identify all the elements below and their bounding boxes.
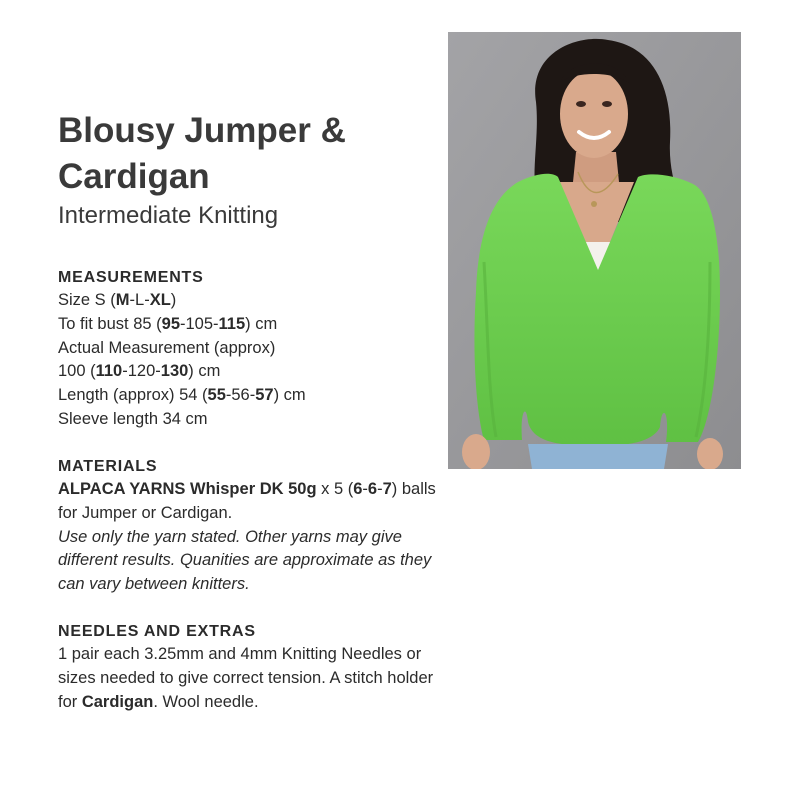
yarn-note-line-1: Use only the yarn stated. Other yarns may give <box>58 527 402 546</box>
measurements-heading: MEASUREMENTS <box>58 269 204 286</box>
right-hand <box>697 438 723 469</box>
materials-section <box>58 456 436 597</box>
yarn-line: ALPACA YARNS Whisper DK 50g x 5 (6-6-7) balls <box>58 480 436 498</box>
needles-section <box>58 621 433 714</box>
yarn-use-line: for Jumper or Cardigan. <box>58 503 233 522</box>
yarn-brand: ALPACA YARNS Whisper DK 50g <box>58 480 317 498</box>
face <box>560 70 628 158</box>
actual-measurement-line: 100 (110-120-130) cm <box>58 362 221 381</box>
measurements-section <box>58 267 306 432</box>
left-hand <box>462 434 490 469</box>
needles-line-3: for Cardigan. Wool needle. <box>58 692 259 711</box>
jeans <box>528 444 668 469</box>
yarn-note-line-3: can vary between knitters. <box>58 575 250 594</box>
actual-measurement-label: Actual Measurement (approx) <box>58 338 276 357</box>
needles-line-1: 1 pair each 3.25mm and 4mm Knitting Needles or <box>58 645 422 663</box>
size-line: Size S (M-L-XL) <box>58 291 177 309</box>
model-illustration <box>448 32 741 469</box>
pattern-subtitle: Intermediate Knitting <box>58 202 279 229</box>
model-photo <box>448 32 741 469</box>
pattern-title-line-1: Blousy Jumper & <box>58 111 346 150</box>
yarn-note-line-2: different results. Quanities are approximate as they <box>58 551 432 570</box>
pattern-title <box>58 108 438 200</box>
needles-line-2: sizes needed to give correct tension. A stitch holder <box>58 668 434 687</box>
sleeve-line: Sleeve length 34 cm <box>58 409 208 428</box>
pattern-title-line-2: Cardigan <box>58 157 210 196</box>
materials-heading: MATERIALS <box>58 458 158 475</box>
length-line: Length (approx) 54 (55-56-57) cm <box>58 386 306 405</box>
needles-heading: NEEDLES AND EXTRAS <box>58 623 256 640</box>
bust-line: To fit bust 85 (95-105-115) cm <box>58 314 278 333</box>
